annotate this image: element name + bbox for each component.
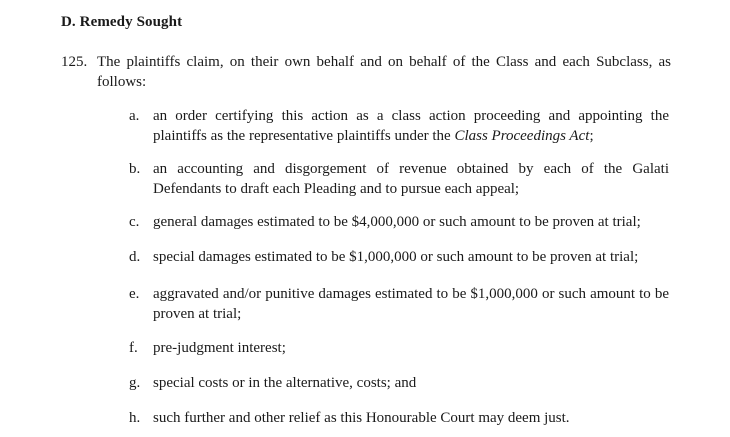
item-text: pre-judgment interest; bbox=[153, 340, 286, 356]
item-letter: h. bbox=[129, 410, 141, 426]
item-letter: g. bbox=[129, 375, 141, 391]
item-text: special costs or in the alternative, costs; and bbox=[153, 375, 417, 391]
list-item-d bbox=[129, 247, 669, 267]
item-text: special damages estimated to be $1,000,000 or such amount to be proven at trial; bbox=[153, 249, 639, 265]
item-letter: e. bbox=[129, 286, 140, 302]
item-letter: a. bbox=[129, 108, 140, 124]
list-item-f bbox=[129, 338, 669, 358]
list-item-a bbox=[129, 106, 669, 146]
item-text: aggravated and/or punitive damages estimated to be $1,000,000 or such amount to be proven at trial; bbox=[153, 286, 669, 322]
list-item-c bbox=[129, 212, 669, 232]
item-letter: f. bbox=[129, 340, 138, 356]
paragraph-number: 125. bbox=[61, 54, 88, 70]
item-letter: c. bbox=[129, 214, 140, 230]
section-heading: D. Remedy Sought bbox=[61, 14, 183, 30]
item-letter: b. bbox=[129, 161, 141, 177]
item-text-end: ; bbox=[589, 128, 594, 144]
item-text: an accounting and disgorgement of revenue obtained by each of the Galati Defendants to draft each Pleading and to pursue each appeal; bbox=[153, 161, 669, 197]
item-text: such further and other relief as this Honourable Court may deem just. bbox=[153, 410, 570, 426]
list-item-g bbox=[129, 373, 669, 393]
item-text: general damages estimated to be $4,000,000 or such amount to be proven at trial; bbox=[153, 214, 641, 230]
item-letter: d. bbox=[129, 249, 141, 265]
list-item-h bbox=[129, 408, 669, 428]
item-text-start: an order certifying this action as a class action proceeding and appointing the plaintiffs as the representative plaintiffs under the bbox=[153, 108, 669, 144]
paragraph-text: The plaintiffs claim, on their own behalf and on behalf of the Class and each Subclass, as follows: bbox=[97, 54, 671, 90]
act-title: Class Proceedings Act bbox=[454, 128, 590, 144]
list-item-e bbox=[129, 284, 669, 324]
list-item-b bbox=[129, 159, 669, 199]
paragraph-125 bbox=[61, 52, 671, 92]
item-text bbox=[153, 106, 669, 146]
